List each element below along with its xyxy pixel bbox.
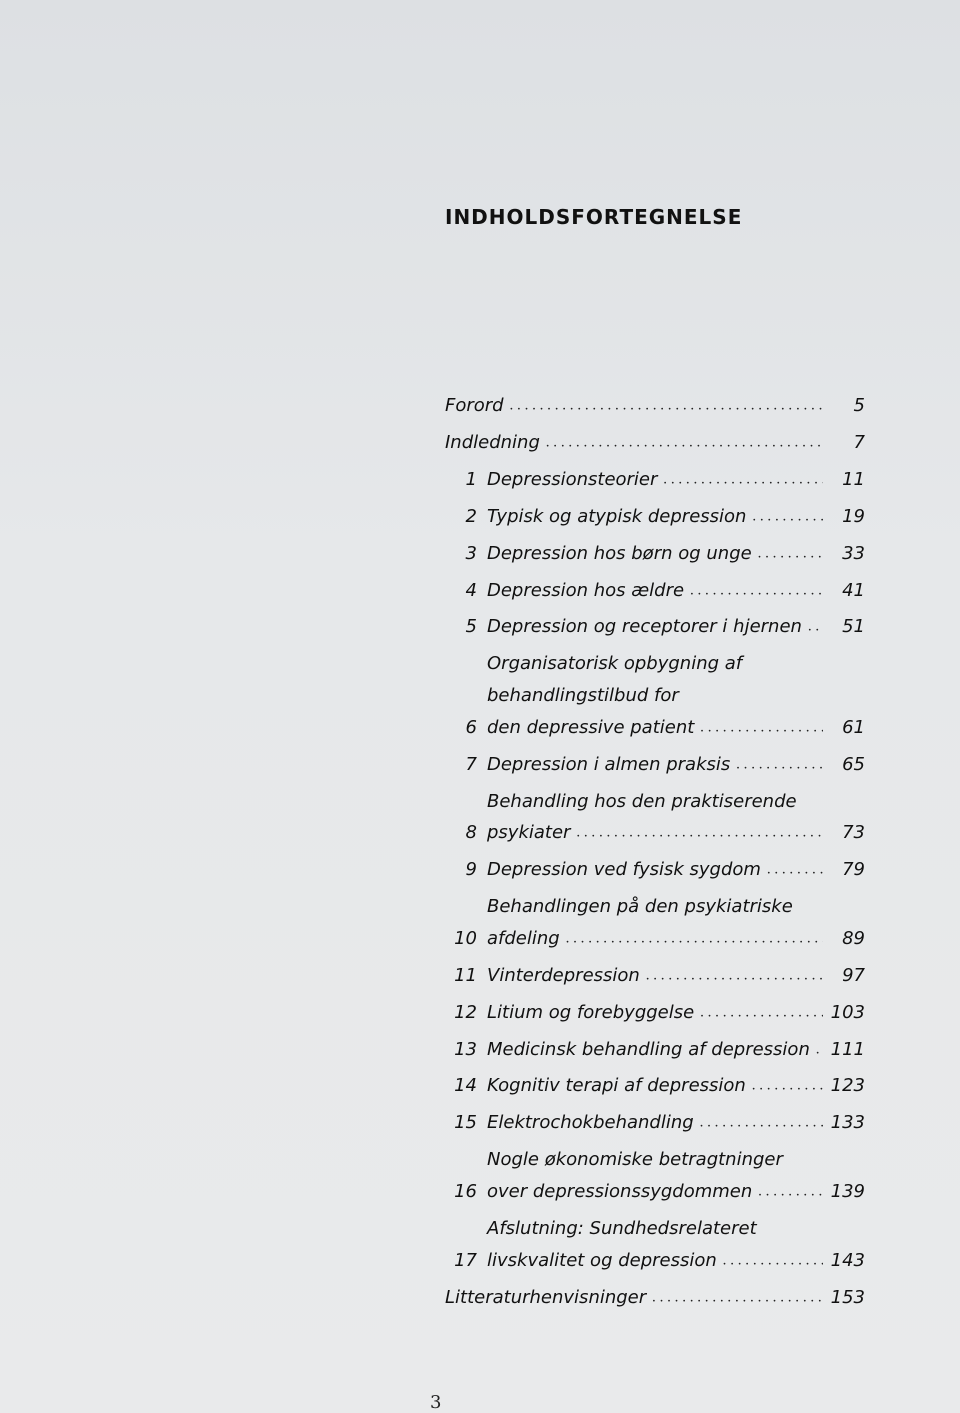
toc-entry-title: Medicinsk behandling af depression — [487, 1038, 810, 1060]
toc-entry — [445, 1070, 865, 1106]
toc-entry — [445, 712, 865, 748]
toc-entry-title: Typisk og atypisk depression — [487, 505, 747, 527]
toc-entry — [445, 1245, 865, 1281]
toc-entry-title: over depressionssygdommen — [487, 1180, 753, 1202]
toc-entry-number: 17 — [454, 1249, 477, 1271]
toc-entry-page: 97 — [842, 964, 865, 986]
dot-leader — [566, 924, 823, 959]
dot-leader — [808, 612, 823, 647]
toc-entry-page: 139 — [830, 1180, 865, 1202]
toc-entry-title-line: Afslutning: Sundhedsrelateret — [487, 1217, 757, 1239]
toc-entry-page: 5 — [853, 395, 865, 416]
toc-entry-title: Depressionsteorier — [487, 468, 658, 490]
toc-entry-title: Elektrochokbehandling — [487, 1112, 694, 1134]
dot-leader — [816, 1035, 823, 1070]
toc-entry-number: 1 — [465, 468, 477, 490]
toc-entry-page: 51 — [842, 616, 865, 638]
toc-entry-title: Depression hos børn og unge — [487, 542, 752, 564]
toc-entry-page: 111 — [830, 1038, 865, 1060]
toc-entry-title: Litium og forebyggelse — [487, 1001, 695, 1023]
toc-entry-number: 16 — [454, 1180, 477, 1202]
toc-entry — [445, 749, 865, 785]
dot-leader — [752, 502, 823, 537]
dot-leader — [700, 713, 823, 748]
toc-entry-page: 33 — [842, 542, 865, 564]
toc-entry-page: 73 — [842, 822, 865, 844]
toc-entry-page: 89 — [842, 927, 865, 949]
toc-entry-number: 3 — [465, 542, 477, 564]
toc-entry-number: 4 — [465, 579, 477, 601]
toc-entry-number: 7 — [465, 753, 477, 775]
toc-entry-page: 19 — [842, 505, 865, 527]
toc-entry-title: Depression i almen praksis — [487, 753, 731, 775]
toc-entry-title-line: Nogle økonomiske betragtninger — [487, 1149, 783, 1171]
toc-entry-number: 13 — [454, 1038, 477, 1060]
toc-entry-page: 123 — [830, 1075, 865, 1097]
toc-entry-title-line: Behandling hos den praktiserende — [487, 790, 797, 812]
toc-entry-page: 61 — [842, 716, 865, 738]
toc-entry-title-line: Organisatorisk opbygning af — [487, 653, 743, 675]
toc-entry-page: 103 — [830, 1001, 865, 1023]
toc-entry — [445, 1282, 865, 1318]
dot-leader — [646, 961, 823, 996]
toc-entry-page: 65 — [842, 753, 865, 775]
toc-entry-number: 10 — [454, 927, 477, 949]
toc-entry-number: 12 — [454, 1001, 477, 1023]
toc-entry-number: 5 — [465, 616, 477, 638]
toc-entry — [445, 997, 865, 1033]
dot-leader — [546, 428, 823, 463]
toc-entry-page: 7 — [853, 431, 865, 453]
toc-entry — [445, 538, 865, 574]
toc-entry — [445, 817, 865, 853]
toc-entry-number: 14 — [454, 1075, 477, 1097]
toc-entry-title: Indledning — [445, 431, 540, 453]
toc-entry — [445, 575, 865, 611]
dot-leader — [758, 1177, 823, 1212]
dot-leader — [767, 855, 823, 890]
toc-entry — [445, 427, 865, 463]
toc-entry-page: 153 — [830, 1286, 865, 1308]
dot-leader — [663, 465, 823, 500]
toc-entry-page: 11 — [842, 468, 865, 490]
toc-entry-page: 133 — [830, 1112, 865, 1134]
toc-entry-title: Kognitiv terapi af depression — [487, 1075, 746, 1097]
toc-entry-number: 8 — [465, 822, 477, 844]
toc-entry-number: 2 — [465, 505, 477, 527]
toc-entry — [445, 501, 865, 537]
dot-leader — [510, 391, 823, 426]
toc-entry-title-line: Behandlingen på den psykiatriske — [487, 896, 793, 918]
toc-entry-title: Vinterdepression — [487, 964, 640, 986]
dot-leader — [576, 818, 823, 853]
toc-entry-title: den depressive patient — [487, 716, 695, 738]
toc-entry — [445, 1107, 865, 1143]
toc-entry-number: 15 — [454, 1112, 477, 1134]
toc-entry-title: Litteraturhenvisninger — [445, 1286, 647, 1308]
toc-entry — [445, 960, 865, 996]
toc-entry-title: livskvalitet og depression — [487, 1249, 717, 1271]
toc-entry-title: afdeling — [487, 927, 560, 949]
toc-entry — [445, 611, 865, 647]
toc-entry — [445, 390, 865, 426]
toc-entry-title: Forord — [445, 395, 504, 416]
dot-leader — [700, 1108, 823, 1143]
toc-entry — [445, 1034, 865, 1070]
dot-leader — [758, 539, 823, 574]
dot-leader — [700, 998, 823, 1033]
toc-entry-page: 143 — [830, 1249, 865, 1271]
dot-leader — [736, 750, 823, 785]
dot-leader — [752, 1071, 823, 1106]
toc-entry — [445, 923, 865, 959]
toc-entry-title: Depression ved fysisk sygdom — [487, 859, 761, 881]
toc-entry-page: 41 — [842, 579, 865, 601]
toc-entry — [445, 854, 865, 890]
toc-entry-page: 79 — [842, 859, 865, 881]
toc-entry-title-line: behandlingstilbud for — [487, 685, 679, 707]
toc-entry-number: 9 — [465, 859, 477, 881]
dot-leader — [652, 1283, 823, 1318]
page-number: 3 — [430, 1392, 442, 1413]
toc-entry — [445, 464, 865, 500]
dot-leader — [723, 1246, 823, 1281]
page-title: INDHOLDSFORTEGNELSE — [445, 205, 743, 229]
dot-leader — [690, 576, 823, 611]
toc-entry-number: 6 — [465, 716, 477, 738]
toc-entry-title: Depression og receptorer i hjernen — [487, 616, 802, 638]
toc-entry — [445, 1176, 865, 1212]
toc-entry-title: psykiater — [487, 822, 571, 844]
toc-entry-title: Depression hos ældre — [487, 579, 685, 601]
toc-entry-number: 11 — [454, 964, 477, 986]
